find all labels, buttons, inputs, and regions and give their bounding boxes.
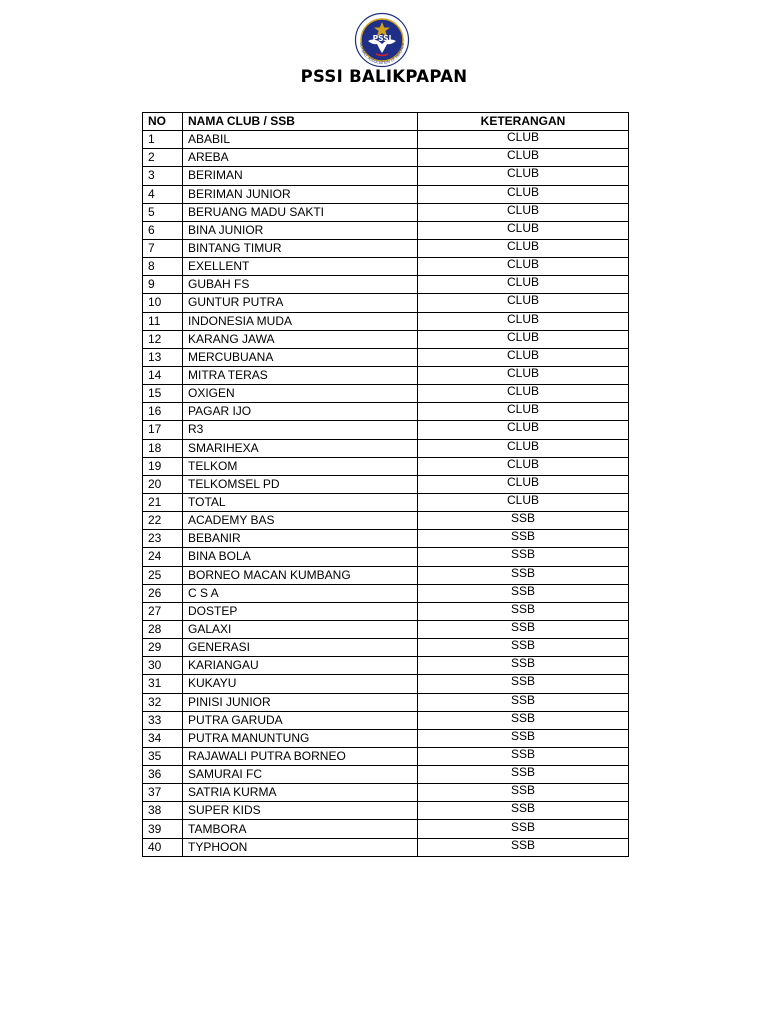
- cell-no: 14: [143, 366, 183, 384]
- cell-keterangan: [418, 512, 629, 530]
- cell-keterangan: [418, 185, 629, 203]
- keterangan-value: SSB: [510, 711, 535, 725]
- keterangan-value: CLUB: [506, 203, 539, 217]
- cell-keterangan: [418, 584, 629, 602]
- cell-keterangan: [418, 239, 629, 257]
- table-row: [143, 512, 629, 530]
- cell-no: 15: [143, 385, 183, 403]
- table-row: [143, 602, 629, 620]
- cell-keterangan: [418, 820, 629, 838]
- cell-club-name: KUKAYU: [183, 675, 418, 693]
- cell-no: 5: [143, 203, 183, 221]
- cell-keterangan: [418, 838, 629, 856]
- cell-no: 8: [143, 258, 183, 276]
- cell-keterangan: [418, 203, 629, 221]
- keterangan-value: SSB: [510, 729, 535, 743]
- cell-club-name: AREBA: [183, 149, 418, 167]
- cell-keterangan: [418, 729, 629, 747]
- cell-club-name: GUNTUR PUTRA: [183, 294, 418, 312]
- cell-no: 4: [143, 185, 183, 203]
- table-row: [143, 149, 629, 167]
- keterangan-value: CLUB: [506, 293, 539, 308]
- keterangan-value: SSB: [510, 674, 535, 689]
- club-roster-table: [142, 112, 629, 857]
- cell-keterangan: [418, 566, 629, 584]
- keterangan-value: CLUB: [506, 239, 539, 254]
- cell-no: 36: [143, 766, 183, 784]
- cell-club-name: SAMURAI FC: [183, 766, 418, 784]
- keterangan-value: CLUB: [506, 312, 539, 326]
- cell-keterangan: [418, 330, 629, 348]
- table-row: [143, 711, 629, 729]
- cell-no: 6: [143, 221, 183, 239]
- cell-no: 9: [143, 276, 183, 294]
- keterangan-value: CLUB: [506, 330, 539, 344]
- table-body: [143, 131, 629, 857]
- cell-no: 11: [143, 312, 183, 330]
- keterangan-value: SSB: [510, 765, 535, 780]
- cell-club-name: C S A: [183, 584, 418, 602]
- cell-club-name: RAJAWALI PUTRA BORNEO: [183, 747, 418, 765]
- cell-club-name: ABABIL: [183, 131, 418, 149]
- cell-keterangan: [418, 457, 629, 475]
- cell-no: 1: [143, 131, 183, 149]
- cell-keterangan: [418, 221, 629, 239]
- table-row: [143, 784, 629, 802]
- cell-no: 29: [143, 639, 183, 657]
- cell-no: 2: [143, 149, 183, 167]
- cell-no: 3: [143, 167, 183, 185]
- cell-keterangan: [418, 366, 629, 384]
- cell-club-name: BERIMAN JUNIOR: [183, 185, 418, 203]
- cell-no: 26: [143, 584, 183, 602]
- table-row: [143, 239, 629, 257]
- cell-keterangan: [418, 167, 629, 185]
- cell-club-name: BEBANIR: [183, 530, 418, 548]
- cell-keterangan: [418, 385, 629, 403]
- cell-club-name: TOTAL: [183, 493, 418, 511]
- cell-keterangan: [418, 403, 629, 421]
- keterangan-value: SSB: [510, 602, 535, 616]
- cell-no: 7: [143, 239, 183, 257]
- cell-no: 37: [143, 784, 183, 802]
- keterangan-value: SSB: [510, 819, 535, 834]
- table-header-row: [143, 113, 629, 131]
- table-row: [143, 620, 629, 638]
- cell-club-name: SATRIA KURMA: [183, 784, 418, 802]
- cell-no: 30: [143, 657, 183, 675]
- cell-keterangan: [418, 802, 629, 820]
- keterangan-value: CLUB: [506, 166, 539, 181]
- cell-club-name: ACADEMY BAS: [183, 512, 418, 530]
- cell-no: 31: [143, 675, 183, 693]
- keterangan-value: SSB: [510, 801, 535, 816]
- table-row: [143, 185, 629, 203]
- table-row: [143, 403, 629, 421]
- cell-club-name: GALAXI: [183, 620, 418, 638]
- cell-no: 13: [143, 348, 183, 366]
- table-row: [143, 276, 629, 294]
- table-row: [143, 530, 629, 548]
- pssi-logo-icon: [354, 12, 410, 68]
- table-row: [143, 131, 629, 149]
- cell-keterangan: [418, 620, 629, 638]
- cell-no: 32: [143, 693, 183, 711]
- cell-club-name: MITRA TERAS: [183, 366, 418, 384]
- cell-no: 23: [143, 530, 183, 548]
- keterangan-value: SSB: [510, 747, 535, 761]
- table-row: [143, 348, 629, 366]
- cell-keterangan: [418, 602, 629, 620]
- cell-club-name: TAMBORA: [183, 820, 418, 838]
- table-row: [143, 675, 629, 693]
- cell-keterangan: [418, 294, 629, 312]
- keterangan-value: CLUB: [506, 185, 539, 199]
- cell-club-name: TELKOMSEL PD: [183, 475, 418, 493]
- keterangan-value: CLUB: [506, 493, 539, 508]
- table-row: [143, 203, 629, 221]
- table-row: [143, 693, 629, 711]
- keterangan-value: CLUB: [506, 148, 539, 163]
- table-row: [143, 457, 629, 475]
- table-row: [143, 657, 629, 675]
- keterangan-value: SSB: [510, 693, 535, 707]
- cell-no: 12: [143, 330, 183, 348]
- cell-club-name: R3: [183, 421, 418, 439]
- table-row: [143, 294, 629, 312]
- cell-club-name: EXELLENT: [183, 258, 418, 276]
- cell-club-name: SUPER KIDS: [183, 802, 418, 820]
- cell-keterangan: [418, 131, 629, 149]
- cell-keterangan: [418, 149, 629, 167]
- svg-text:FOOTBALL ASSOCIATION OF INDONE: OOTBALL ASSOCIATION OF INDONESI: [358, 42, 405, 66]
- cell-club-name: BORNEO MACAN KUMBANG: [183, 566, 418, 584]
- cell-keterangan: [418, 639, 629, 657]
- cell-no: 27: [143, 602, 183, 620]
- table-row: [143, 766, 629, 784]
- keterangan-value: SSB: [510, 529, 535, 544]
- cell-club-name: TYPHOON: [183, 838, 418, 856]
- table-row: [143, 820, 629, 838]
- keterangan-value: CLUB: [506, 221, 539, 235]
- keterangan-value: SSB: [510, 838, 535, 852]
- table-row: [143, 439, 629, 457]
- cell-keterangan: [418, 766, 629, 784]
- cell-keterangan: [418, 530, 629, 548]
- cell-keterangan: [418, 475, 629, 493]
- keterangan-value: CLUB: [506, 348, 539, 362]
- table-row: [143, 838, 629, 856]
- cell-club-name: PINISI JUNIOR: [183, 693, 418, 711]
- cell-no: 20: [143, 475, 183, 493]
- table-row: [143, 366, 629, 384]
- cell-no: 18: [143, 439, 183, 457]
- page-title: PSSI BALIKPAPAN: [300, 67, 468, 86]
- cell-keterangan: [418, 675, 629, 693]
- table-row: [143, 566, 629, 584]
- table-row: [143, 221, 629, 239]
- keterangan-value: SSB: [510, 584, 535, 598]
- table-row: [143, 421, 629, 439]
- cell-no: 17: [143, 421, 183, 439]
- keterangan-value: SSB: [510, 620, 535, 634]
- keterangan-value: CLUB: [506, 420, 539, 435]
- keterangan-value: CLUB: [506, 384, 539, 399]
- cell-no: 10: [143, 294, 183, 312]
- cell-no: 25: [143, 566, 183, 584]
- table-row: [143, 258, 629, 276]
- table-row: [143, 385, 629, 403]
- cell-club-name: INDONESIA MUDA: [183, 312, 418, 330]
- cell-club-name: BERUANG MADU SAKTI: [183, 203, 418, 221]
- table-row: [143, 639, 629, 657]
- table-row: [143, 584, 629, 602]
- table-row: [143, 747, 629, 765]
- table-row: [143, 802, 629, 820]
- keterangan-value: CLUB: [506, 257, 539, 272]
- table-row: [143, 729, 629, 747]
- cell-club-name: GENERASI: [183, 639, 418, 657]
- cell-keterangan: [418, 784, 629, 802]
- cell-club-name: SMARIHEXA: [183, 439, 418, 457]
- keterangan-value: SSB: [510, 656, 535, 671]
- keterangan-value: CLUB: [506, 475, 539, 489]
- svg-text:PSSI: PSSI: [372, 34, 392, 43]
- header-keterangan: KETERANGAN: [418, 113, 629, 131]
- cell-no: 28: [143, 620, 183, 638]
- keterangan-value: SSB: [510, 638, 535, 653]
- cell-club-name: BERIMAN: [183, 167, 418, 185]
- cell-keterangan: [418, 348, 629, 366]
- cell-no: 34: [143, 729, 183, 747]
- cell-no: 21: [143, 493, 183, 511]
- cell-no: 33: [143, 711, 183, 729]
- cell-club-name: KARIANGAU: [183, 657, 418, 675]
- cell-no: 39: [143, 820, 183, 838]
- cell-club-name: BINA BOLA: [183, 548, 418, 566]
- cell-club-name: BINA JUNIOR: [183, 221, 418, 239]
- cell-no: 22: [143, 512, 183, 530]
- cell-club-name: KARANG JAWA: [183, 330, 418, 348]
- cell-club-name: TELKOM: [183, 457, 418, 475]
- cell-club-name: MERCUBUANA: [183, 348, 418, 366]
- keterangan-value: CLUB: [506, 275, 539, 290]
- keterangan-value: SSB: [510, 547, 535, 562]
- table-row: [143, 167, 629, 185]
- cell-keterangan: [418, 258, 629, 276]
- table-row: [143, 330, 629, 348]
- keterangan-value: CLUB: [506, 130, 539, 145]
- table-row: [143, 548, 629, 566]
- table-row: [143, 312, 629, 330]
- cell-keterangan: [418, 747, 629, 765]
- cell-keterangan: [418, 493, 629, 511]
- cell-keterangan: [418, 657, 629, 675]
- keterangan-value: SSB: [510, 511, 535, 526]
- cell-no: 16: [143, 403, 183, 421]
- cell-keterangan: [418, 276, 629, 294]
- cell-club-name: PAGAR IJO: [183, 403, 418, 421]
- table-row: [143, 475, 629, 493]
- cell-club-name: OXIGEN: [183, 385, 418, 403]
- table-row: [143, 493, 629, 511]
- cell-club-name: PUTRA GARUDA: [183, 711, 418, 729]
- cell-club-name: DOSTEP: [183, 602, 418, 620]
- cell-no: 38: [143, 802, 183, 820]
- cell-keterangan: [418, 548, 629, 566]
- cell-club-name: BINTANG TIMUR: [183, 239, 418, 257]
- keterangan-value: CLUB: [506, 439, 539, 453]
- cell-club-name: PUTRA MANUNTUNG: [183, 729, 418, 747]
- cell-keterangan: [418, 693, 629, 711]
- keterangan-value: CLUB: [506, 457, 539, 471]
- keterangan-value: CLUB: [506, 402, 539, 417]
- header-name: NAMA CLUB / SSB: [183, 113, 418, 131]
- cell-no: 35: [143, 747, 183, 765]
- cell-keterangan: [418, 711, 629, 729]
- header-no: NO: [143, 113, 183, 131]
- cell-keterangan: [418, 421, 629, 439]
- cell-keterangan: [418, 439, 629, 457]
- cell-no: 19: [143, 457, 183, 475]
- cell-no: 24: [143, 548, 183, 566]
- keterangan-value: CLUB: [506, 366, 539, 381]
- keterangan-value: SSB: [510, 566, 535, 580]
- cell-keterangan: [418, 312, 629, 330]
- cell-club-name: GUBAH FS: [183, 276, 418, 294]
- cell-no: 40: [143, 838, 183, 856]
- keterangan-value: SSB: [510, 783, 535, 798]
